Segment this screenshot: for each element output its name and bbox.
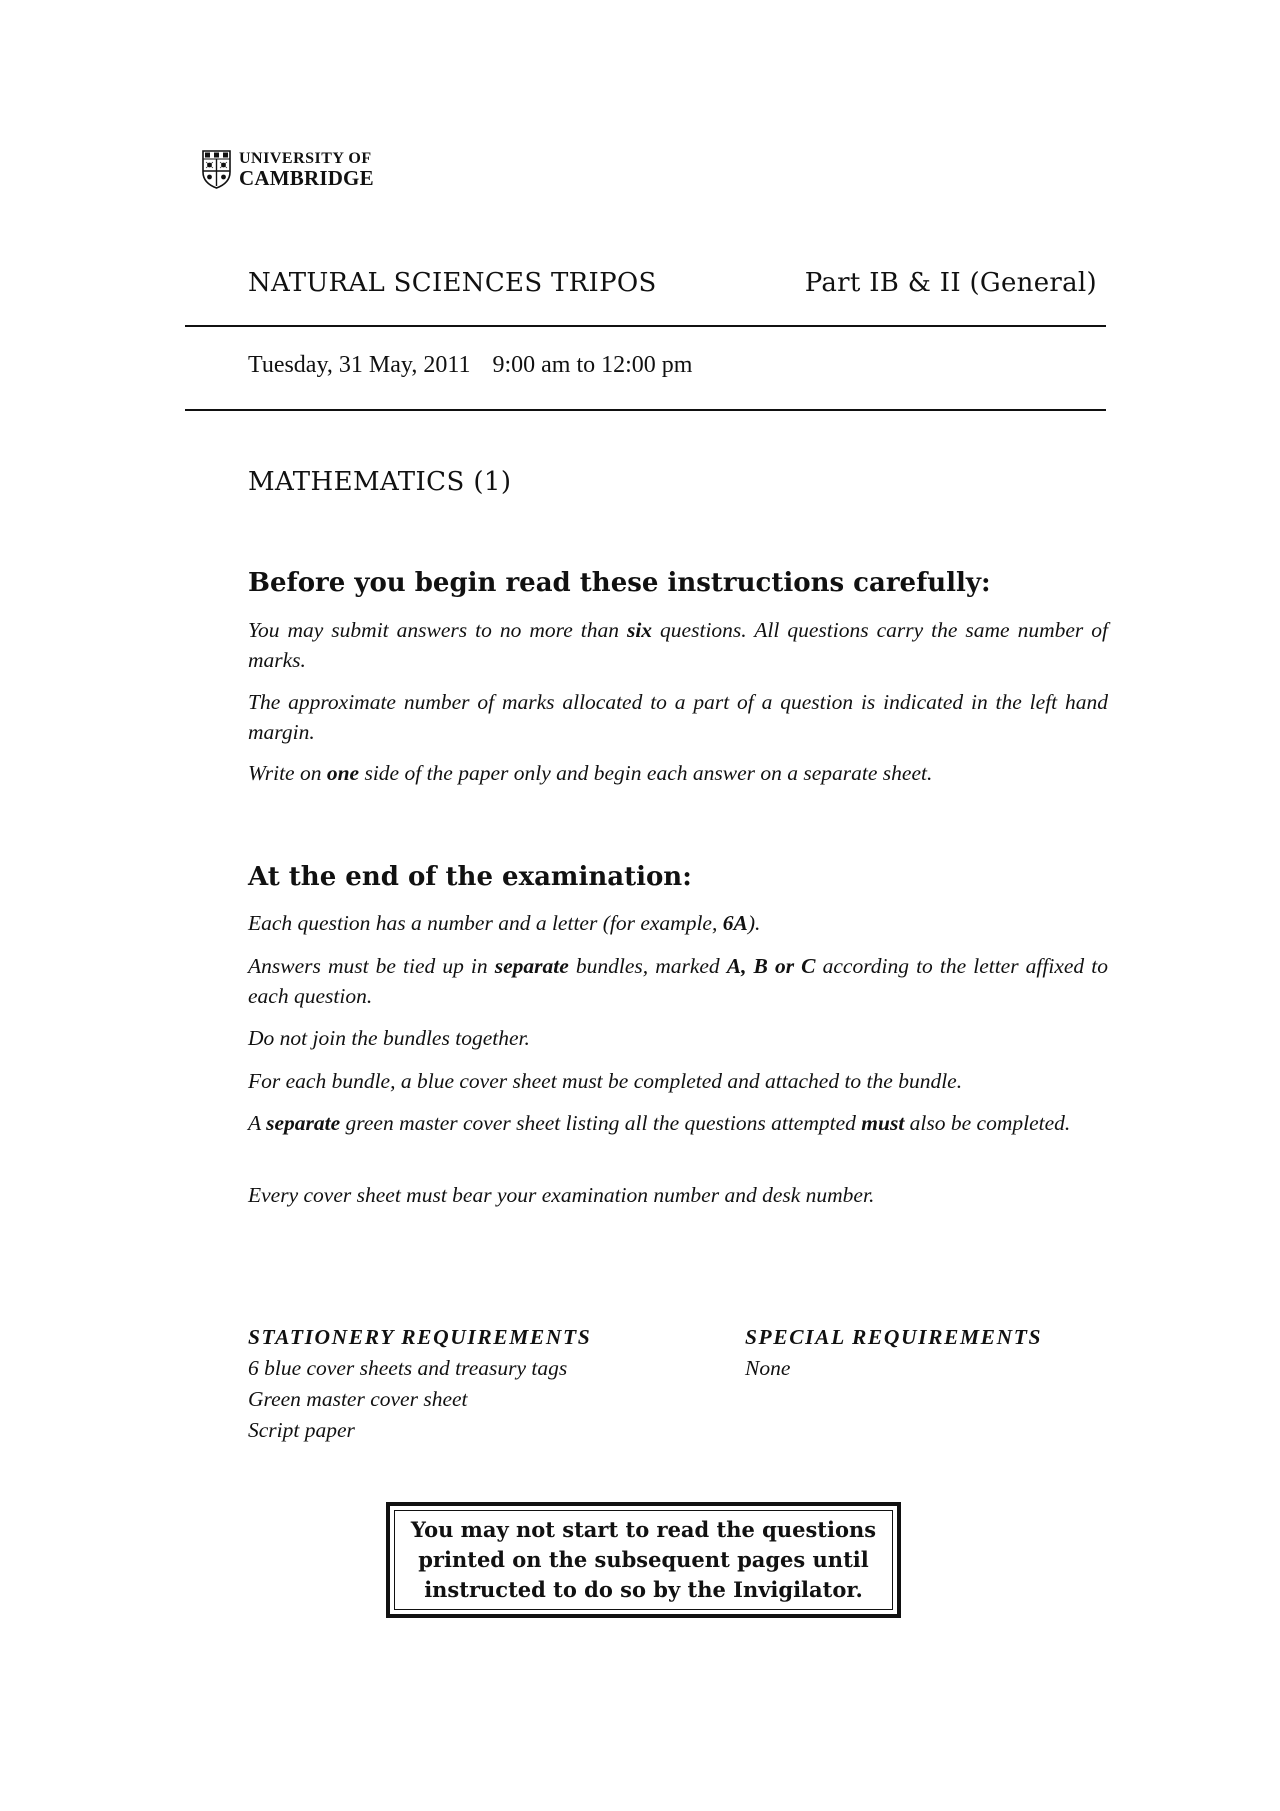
header-rule-bottom — [185, 409, 1106, 411]
exam-subject: MATHEMATICS (1) — [248, 467, 512, 497]
stationery-item: 6 blue cover sheets and treasury tags — [248, 1356, 568, 1380]
logo-line1: UNIVERSITY OF — [239, 149, 372, 167]
stationery-item: Green master cover sheet — [248, 1387, 468, 1411]
cambridge-crest-icon — [202, 150, 231, 189]
special-requirements — [745, 1322, 1042, 1384]
university-wordmark — [239, 151, 374, 189]
stationery-heading: STATIONERY REQUIREMENTS — [248, 1325, 592, 1349]
instruction-question-letter: Each question has a number and a letter (for example, 6A). — [248, 911, 761, 935]
university-logo — [202, 150, 374, 189]
before-heading: Before you begin read these instructions carefully: — [248, 568, 991, 598]
tripos-title: NATURAL SCIENCES TRIPOS — [248, 268, 657, 298]
instruction-one-side: Write on one side of the paper only and begin each answer on a separate sheet. — [248, 761, 933, 785]
exam-part: Part IB & II (General) — [804, 268, 1097, 298]
instruction-cover-sheet-numbers: Every cover sheet must bear your examination number and desk number. — [248, 1183, 875, 1207]
instruction-green-cover: A separate green master cover sheet listing all the questions attempted must also be completed. — [248, 1111, 1071, 1135]
instruction-answer-limit: You may submit answers to no more than six questions. All questions carry the same number of marks. — [248, 618, 1108, 672]
stationery-item: Script paper — [248, 1418, 355, 1442]
notice-line1: You may not start to read the questions — [410, 1517, 877, 1542]
logo-line2: CAMBRIDGE — [239, 165, 374, 190]
invigilator-notice — [394, 1510, 893, 1610]
exam-header — [248, 268, 1097, 298]
notice-line2: printed on the subsequent pages until — [418, 1547, 869, 1572]
instruction-blue-cover: For each bundle, a blue cover sheet must be completed and attached to the bundle. — [248, 1069, 963, 1093]
exam-date-line — [248, 352, 692, 379]
instruction-bundles: Answers must be tied up in separate bundles, marked A, B or C according to the letter affixed to each question. — [248, 954, 1108, 1008]
stationery-requirements — [248, 1322, 591, 1446]
special-heading: SPECIAL REQUIREMENTS — [745, 1325, 1043, 1349]
exam-time: 9:00 am to 12:00 pm — [492, 352, 693, 378]
instruction-marks: The approximate number of marks allocated to a part of a question is indicated in the left hand margin. — [248, 690, 1108, 744]
end-heading: At the end of the examination: — [248, 862, 692, 892]
header-rule-top — [185, 325, 1106, 327]
invigilator-notice-box — [386, 1502, 901, 1618]
exam-date: Tuesday, 31 May, 2011 — [248, 352, 471, 378]
instruction-do-not-join: Do not join the bundles together. — [248, 1026, 530, 1050]
notice-line3: instructed to do so by the Invigilator. — [424, 1577, 863, 1602]
special-item: None — [745, 1356, 791, 1380]
